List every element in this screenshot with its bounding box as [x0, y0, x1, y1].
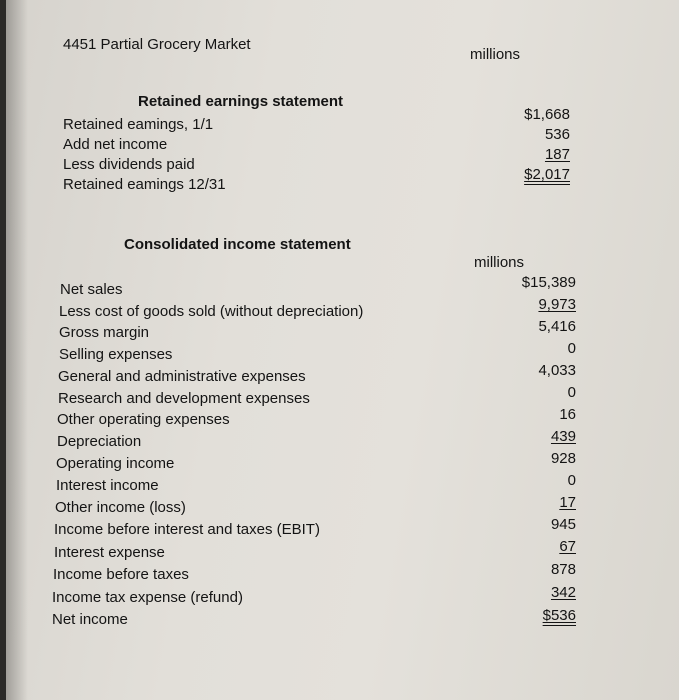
- is-row-value: 5,416: [538, 318, 576, 335]
- income-statement-units: millions: [474, 254, 525, 271]
- re-row-label: Add net income: [63, 136, 168, 153]
- income-statement-title: Consolidated income statement: [124, 236, 351, 253]
- is-row-value: $15,389: [521, 274, 576, 291]
- is-row-label: Gross margin: [59, 324, 150, 341]
- re-row-label: Less dividends paid: [63, 156, 195, 173]
- re-row-label: Retained eamings 12/31: [63, 176, 226, 193]
- company-title: 4451 Partial Grocery Market: [63, 36, 251, 53]
- is-row-label: Net income: [52, 611, 128, 628]
- units-label: millions: [470, 46, 521, 63]
- is-row-value: 17: [559, 494, 576, 511]
- is-row-label: Income before taxes: [53, 566, 189, 583]
- is-row-value: 0: [567, 472, 576, 489]
- is-row-label: Selling expenses: [59, 346, 173, 363]
- is-row-value: 9,973: [538, 296, 576, 313]
- is-row-value: $536: [542, 607, 576, 624]
- re-row-label: Retained eamings, 1/1: [63, 116, 214, 133]
- is-row-label: Interest expense: [54, 544, 165, 561]
- is-row-value: 0: [567, 340, 576, 357]
- is-row-label: Interest income: [56, 477, 159, 494]
- re-row-value: 187: [544, 146, 570, 163]
- is-row-value: 4,033: [538, 362, 576, 379]
- is-row-label: Depreciation: [57, 433, 142, 450]
- is-row-label: General and administrative expenses: [58, 368, 306, 385]
- is-row-label: Other operating expenses: [57, 411, 230, 428]
- page-edge-shadow: [6, 0, 28, 700]
- is-row-label: Operating income: [56, 455, 175, 472]
- is-row-label: Income before interest and taxes (EBIT): [54, 521, 320, 538]
- is-row-label: Less cost of goods sold (without depreciation): [59, 303, 364, 320]
- re-row-value: 536: [544, 126, 570, 143]
- is-row-value: 439: [550, 428, 576, 445]
- is-row-label: Net sales: [60, 281, 123, 298]
- is-row-value: 16: [559, 406, 576, 423]
- is-row-label: Other income (loss): [55, 499, 186, 516]
- re-row-value: $1,668: [524, 106, 570, 123]
- is-row-label: Income tax expense (refund): [52, 589, 243, 606]
- is-row-label: Research and development expenses: [58, 390, 310, 407]
- is-row-value: 945: [550, 516, 576, 533]
- is-row-value: 928: [550, 450, 576, 467]
- is-row-value: 878: [550, 561, 576, 578]
- document-page: [6, 0, 679, 700]
- is-row-value: 342: [550, 584, 576, 601]
- is-row-value: 67: [559, 538, 576, 555]
- retained-earnings-title: Retained earnings statement: [138, 93, 344, 110]
- re-row-value: $2,017: [524, 166, 570, 183]
- is-row-value: 0: [567, 384, 576, 401]
